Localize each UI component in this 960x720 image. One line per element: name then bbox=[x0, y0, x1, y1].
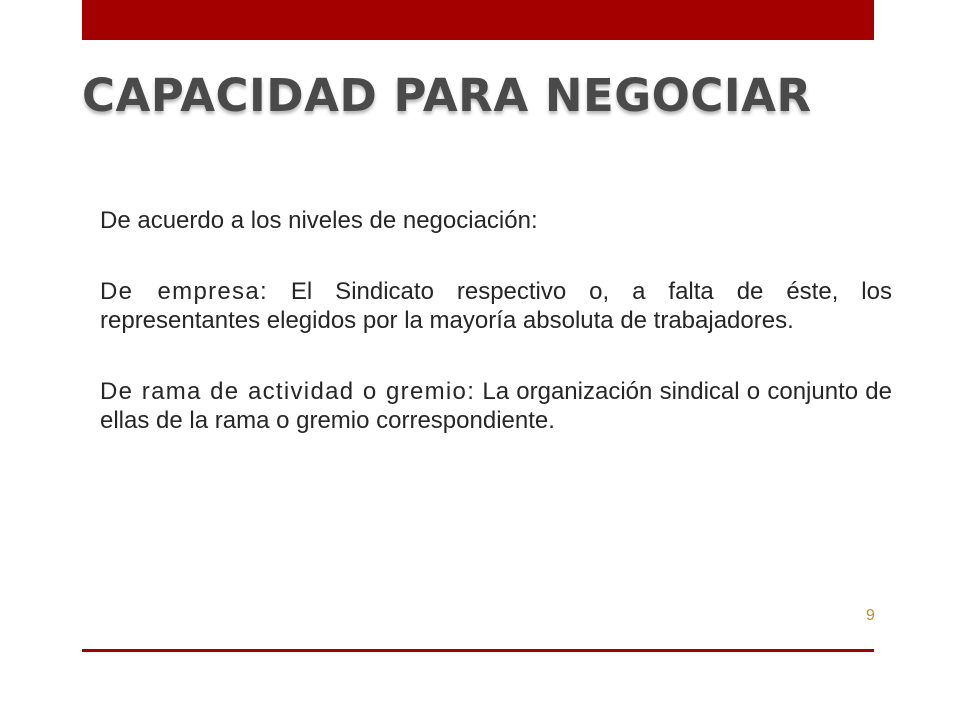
paragraph-rama-text: La organización sindical o conjunto de ellas de la rama o gremio correspondiente. bbox=[100, 378, 892, 434]
paragraph-rama bbox=[100, 377, 892, 435]
intro-text: De acuerdo a los niveles de negociación: bbox=[100, 207, 538, 234]
paragraph-empresa-text: El Sindicato respectivo o, a falta de éste, los representantes elegidos por la mayoría absoluta de trabajadores. bbox=[100, 278, 892, 334]
paragraph-empresa-lead: De empresa: bbox=[100, 278, 268, 305]
slide-body bbox=[100, 206, 892, 477]
bottom-divider bbox=[82, 649, 874, 652]
paragraph-rama-lead: De rama de actividad o gremio: bbox=[100, 378, 476, 405]
top-accent-bar bbox=[82, 0, 874, 40]
slide-title: CAPACIDAD PARA NEGOCIAR bbox=[82, 69, 812, 122]
page-number: 9 bbox=[866, 607, 875, 624]
paragraph-empresa bbox=[100, 277, 892, 335]
